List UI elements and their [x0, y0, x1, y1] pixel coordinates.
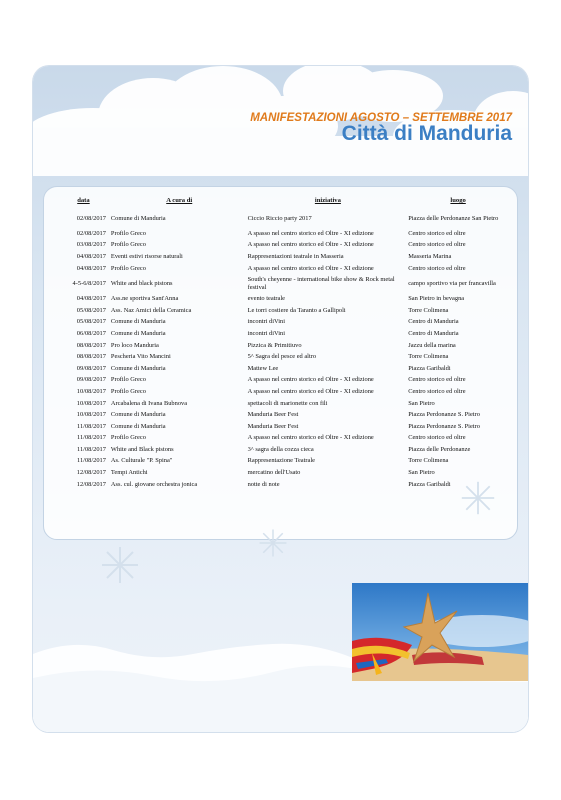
event-place: Piazza Perdonanze S. Pietro — [408, 422, 480, 430]
event-name: mercatino dell'Usato — [247, 469, 301, 477]
table-row — [56, 456, 508, 468]
event-date: 11/08/2017 — [77, 457, 106, 465]
event-place: Masseria Marina — [408, 252, 452, 260]
event-name: 5^ Sagra del pesce ed altro — [247, 353, 317, 361]
table-row — [56, 409, 508, 421]
event-place: Piazza delle Perdonanze — [408, 445, 471, 453]
event-place: San Pietro — [408, 469, 435, 477]
table-row — [56, 293, 508, 305]
table-row — [56, 421, 508, 433]
event-place: San Pietro — [408, 399, 435, 407]
event-organizer: Eventi estivi risorse naturali — [110, 252, 183, 260]
event-organizer: Pescheria Vito Mancini — [110, 353, 171, 361]
snowflake-icon — [100, 545, 140, 585]
event-place: Centro storico ed oltre — [408, 387, 466, 395]
table-row — [56, 305, 508, 317]
event-organizer: Ass. Naz Amici della Ceramica — [110, 306, 192, 314]
event-date: 10/08/2017 — [76, 411, 106, 419]
event-organizer: Ass. cul. giovane orchestra jonica — [110, 480, 198, 488]
event-name: Mattew Lee — [247, 364, 279, 372]
event-date: 10/08/2017 — [76, 399, 106, 407]
event-place: Torre Colimena — [408, 353, 449, 361]
event-organizer: Comune di Manduria — [110, 422, 166, 430]
table-row — [56, 228, 508, 240]
event-name: A spasso nel centro storico ed Oltre - XI edizione — [247, 229, 374, 237]
event-name: Rappresentazione Teatrale — [247, 457, 315, 465]
event-organizer: Comune di Manduria — [110, 329, 166, 337]
event-place: Centro di Manduria — [408, 329, 459, 337]
table-row — [56, 274, 508, 293]
event-name: A spasso nel centro storico ed Oltre - XI edizione — [247, 387, 374, 395]
event-date: 02/08/2017 — [76, 214, 106, 222]
table-row — [56, 263, 508, 275]
event-place: Centro di Manduria — [408, 318, 459, 326]
column-header-organizer: A cura di — [166, 197, 193, 204]
event-name: Ciccio Riccio party 2017 — [247, 214, 312, 222]
event-place: Jazzu della marina — [408, 341, 456, 349]
table-row — [56, 398, 508, 410]
table-row — [56, 467, 508, 479]
event-name: Pizzica & Primitiuvo — [247, 341, 302, 349]
event-organizer: Profilo Greco — [110, 376, 146, 384]
event-place: Centro storico ed oltre — [408, 241, 466, 249]
snowflake-icon — [258, 528, 288, 558]
event-date: 08/08/2017 — [76, 353, 106, 361]
column-header-event: iniziativa — [314, 197, 341, 204]
table-row — [56, 375, 508, 387]
event-name: Manduria Beer Fest — [247, 411, 299, 419]
table-row — [56, 363, 508, 375]
event-organizer: Pro loco Manduria — [110, 341, 159, 349]
event-date: 06/08/2017 — [76, 329, 106, 337]
event-date: 10/08/2017 — [76, 387, 106, 395]
table-row — [56, 340, 508, 352]
event-name: incontri diVini — [247, 318, 286, 326]
event-place: Torre Colimena — [408, 457, 449, 465]
event-name: incontri diVini — [247, 329, 286, 337]
event-name: spettacoli di marionette con fili — [247, 399, 328, 407]
event-date: 11/08/2017 — [77, 445, 106, 453]
event-date: 04/08/2017 — [76, 295, 106, 303]
event-name: A spasso nel centro storico ed Oltre - XI edizione — [247, 264, 374, 272]
event-date: 04/08/2017 — [76, 252, 106, 260]
event-organizer: Comune di Manduria — [110, 364, 166, 372]
event-name: South's cheyenne - international bike show & Rock metal festival — [247, 275, 395, 291]
event-name: Manduria Beer Fest — [247, 422, 299, 430]
events-table — [56, 197, 508, 490]
event-date: 03/08/2017 — [76, 241, 106, 249]
event-place: Piazza Perdonanze S. Pietro — [408, 411, 480, 419]
table-row — [56, 328, 508, 340]
event-name: A spasso nel centro storico ed Oltre - XI edizione — [247, 241, 374, 249]
event-name: evento teatrale — [247, 295, 286, 303]
event-organizer: White and black pistons — [110, 279, 173, 287]
event-organizer: Comune di Manduria — [110, 214, 166, 222]
event-date: 12/08/2017 — [76, 469, 106, 477]
event-organizer: Profilo Greco — [110, 434, 146, 442]
table-row — [56, 209, 508, 228]
event-date: 05/08/2017 — [76, 318, 106, 326]
table-header-row — [56, 197, 508, 209]
event-organizer: Arcabalena di Ivana Bubnova — [110, 399, 188, 407]
event-date: 09/08/2017 — [76, 364, 106, 372]
table-row — [56, 433, 508, 445]
event-name: notte di note — [247, 480, 280, 488]
event-period-subtitle: MANIFESTAZIONI AGOSTO – SETTEMBRE 2017 — [250, 112, 512, 124]
event-name: Rappresentazioni teatrale in Masseria — [247, 252, 344, 260]
table-row — [56, 251, 508, 263]
event-place: Centro storico ed oltre — [408, 229, 466, 237]
event-name: 3^ sagra della cozza cieca — [247, 445, 314, 453]
event-date: 02/08/2017 — [76, 229, 106, 237]
table-row — [56, 240, 508, 252]
event-place: Centro storico ed oltre — [408, 376, 466, 384]
event-date: 09/08/2017 — [76, 376, 106, 384]
event-place: Piazza delle Perdonanze San Pietro — [408, 214, 499, 222]
event-date: 11/08/2017 — [77, 422, 106, 430]
event-date: 05/08/2017 — [76, 306, 106, 314]
event-place: Centro storico ed oltre — [408, 434, 466, 442]
event-date: 4-5-6/8/2017 — [72, 279, 106, 287]
event-date: 12/08/2017 — [76, 480, 106, 488]
event-organizer: Profilo Greco — [110, 229, 146, 237]
column-header-place: luogo — [450, 197, 466, 204]
starfish-beach-photo — [352, 583, 528, 681]
event-place: Piazza Garibaldi — [408, 364, 451, 372]
event-organizer: White and Black pistons — [110, 445, 174, 453]
snowflake-icon — [460, 480, 496, 516]
events-panel — [43, 186, 518, 540]
event-organizer: Profilo Greco — [110, 387, 146, 395]
event-place: Piazza Garibaldi — [408, 480, 451, 488]
event-organizer: Comune di Manduria — [110, 318, 166, 326]
event-date: 08/08/2017 — [76, 341, 106, 349]
column-header-date: data — [77, 197, 90, 204]
event-place: campo sportivo via per francavilla — [408, 279, 496, 287]
event-organizer: Tempi Antichi — [110, 469, 148, 477]
event-name: A spasso nel centro storico ed Oltre - XI edizione — [247, 434, 374, 442]
table-row — [56, 444, 508, 456]
table-row — [56, 351, 508, 363]
event-organizer: Comune di Manduria — [110, 411, 166, 419]
event-name: Le torri costiere da Taranto a Gallipoli — [247, 306, 346, 314]
event-organizer: Profilo Greco — [110, 241, 146, 249]
event-date: 04/08/2017 — [76, 264, 106, 272]
table-row — [56, 386, 508, 398]
table-row — [56, 317, 508, 329]
event-date: 11/08/2017 — [77, 434, 106, 442]
event-place: Centro storico ed oltre — [408, 264, 466, 272]
event-place: San Pietro in bevagna — [408, 295, 465, 303]
city-title: Città di Manduria — [341, 122, 512, 145]
event-place: Torre Colimena — [408, 306, 449, 314]
event-name: A spasso nel centro storico ed Oltre - XI edizione — [247, 376, 374, 384]
event-organizer: Ass.ne sportiva Sant'Anna — [110, 295, 179, 303]
table-row — [56, 479, 508, 491]
event-organizer: Profilo Greco — [110, 264, 146, 272]
event-organizer: As. Culturale "P. Spina" — [110, 457, 173, 465]
